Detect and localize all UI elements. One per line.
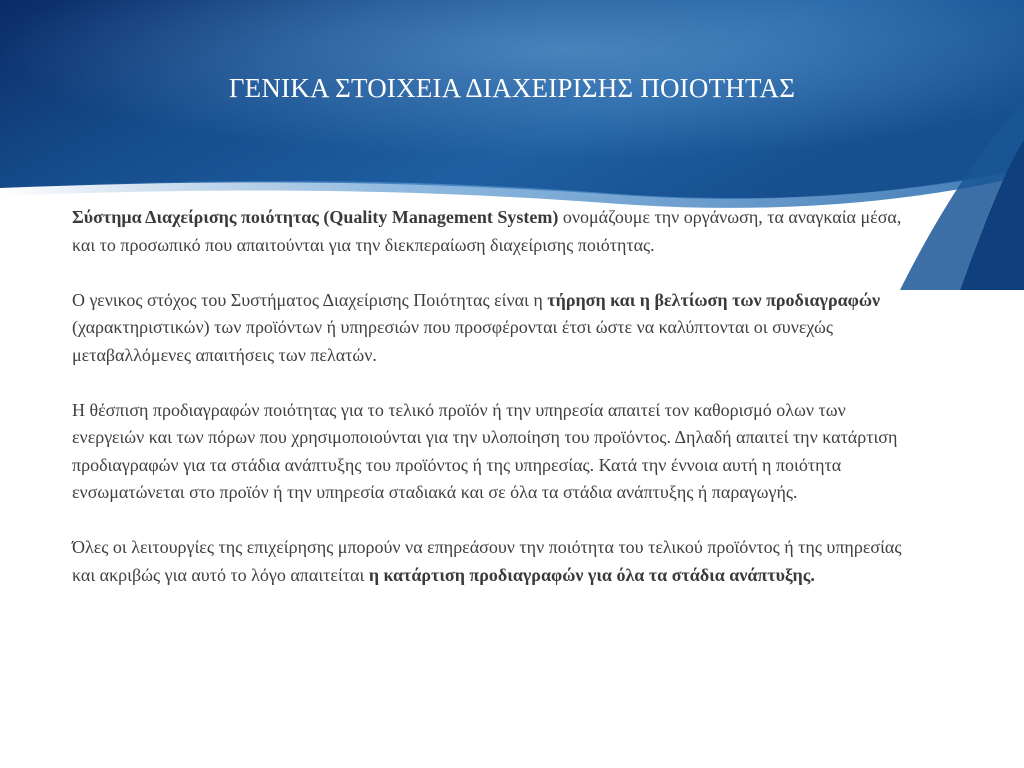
body-text: [72, 204, 922, 617]
paragraph-specifications: [72, 397, 922, 507]
qms-definition-text: ονομάζουμε την οργάνωση, τα αναγκαία μέσα, και το προσωπικό που απαιτούνται για την διεκπεραίωση διαχείρισης ποιότητας.: [72, 207, 902, 255]
slide-title: ΓΕΝΙΚΑ ΣΤΟΙΧΕΙΑ ΔΙΑΧΕΙΡΙΣΗΣ ΠΟΙΟΤΗΤΑΣ: [228, 73, 796, 103]
goal-text-before: Ο γενικος στόχος του Συστήματος Διαχείρισης Ποιότητας είναι η: [72, 289, 548, 310]
paragraph-qms-definition: [72, 204, 922, 259]
functions-text-before: Όλες οι λειτουργίες της επιχείρησης μπορούν να επηρεάσουν την ποιότητα του τελικού προϊόντος ή της υπηρεσίας και ακριβώς για αυτό το λόγο απαιτείται: [72, 537, 902, 585]
functions-bold: η κατάρτιση προδιαγραφών για όλα τα στάδια ανάπτυξης.: [368, 564, 815, 585]
goal-text-after: (χαρακτηριστικών) των προϊόντων ή υπηρεσιών που προσφέρονται έτσι ώστε να καλύπτονται οι συνεχώς μεταβαλλόμενες απαιτήσεις των πελατών.: [72, 317, 833, 365]
paragraph-all-functions: [72, 534, 922, 589]
specifications-text: Η θέσπιση προδιαγραφών ποιότητας για το τελικό προϊόν ή την υπηρεσία απαιτεί τον καθορισμό ολων των ενεργειών και των πόρων που χρησιμοποιούνται για την υλοποίηση του προϊόντος. Δηλαδή απαιτεί την κατάρτιση προδιαγραφών για τα στάδια ανάπτυξης του προϊόντος ή της υπηρεσίας. Κατά την έννοια αυτή η ποιότητα ενσωματώνεται στο προϊόν ή την υπηρεσία σταδιακά και σε όλα τα στάδια ανάπτυξης ή παραγωγής.: [72, 399, 898, 502]
qms-term: Σύστημα Διαχείρισης ποιότητας (Quality Management System): [72, 207, 559, 227]
goal-bold: τήρηση και η βελτίωση των προδιαγραφών: [547, 289, 881, 310]
paragraph-general-goal: [72, 287, 922, 370]
